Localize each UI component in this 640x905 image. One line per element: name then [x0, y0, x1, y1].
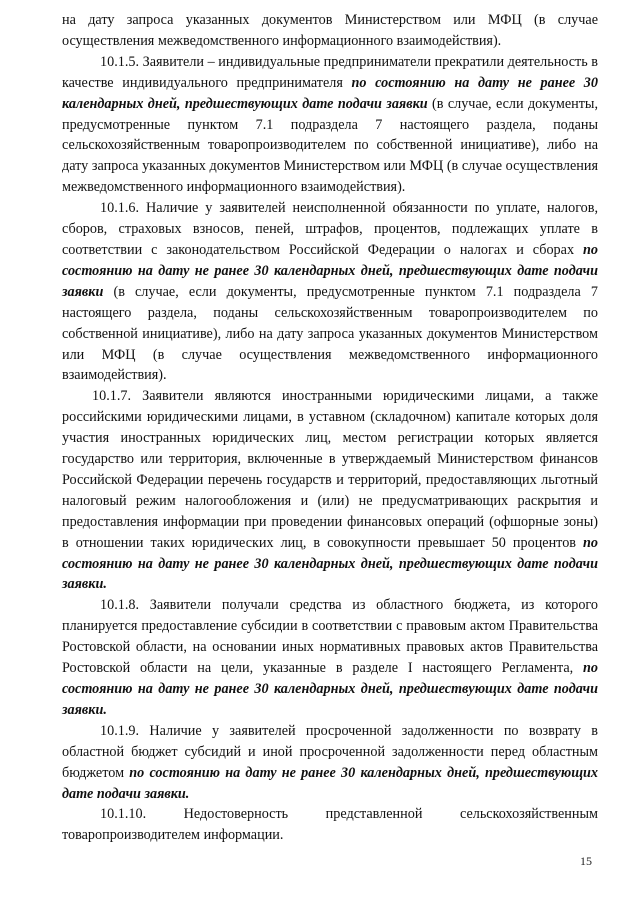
body-text: 10.1.7. Заявители являются иностранными юридическими лицами, а также российскими юридическими лицами, в уставном (складочном) капитале которых доля участия иностранных юридических лиц, местом регистрации которых является государство или территория, включенные в утверждаемый Министерством финансов Российской Федерации перечень государств и территорий, предоставляющих льготный налоговый режим налогообложения и (или) не предусматривающих раскрытия и предоставления информации при проведении финансовых операций (офшорные зоны) в отношении таких юридических лиц, в совокупности превышает 50 процентов	[62, 388, 598, 551]
emphasized-text: по состоянию на дату не ранее 30 календарных дней, предшествующих дате подачи заявки.	[62, 534, 598, 593]
paragraph-p6	[62, 804, 598, 846]
paragraph-p3	[62, 386, 598, 595]
body-text: (в случае, если документы, предусмотренные пунктом 7.1 подраздела 7 настоящего раздела, поданы сельскохозяйственным товаропроизводителем по собственной инициативе), либо на дату запроса указанных документов Министерством или МФЦ (в случае осуществления межведомственного информационного взаимодействия).	[62, 283, 598, 384]
paragraph-p5	[62, 721, 598, 805]
emphasized-text: по состоянию на дату не ранее 30 календарных дней, предшествующих дате подачи заявки.	[62, 764, 599, 802]
page-number: 15	[580, 854, 592, 868]
body-text: 10.1.6. Наличие у заявителей неисполненной обязанности по уплате, налогов, сборов, страховых взносов, пеней, штрафов, процентов, подлежащих уплате в соответствии с законодательством Российской Федерации о налогах и сборах	[62, 200, 598, 258]
body-text: 10.1.9. Наличие у заявителей просроченной задолженности по возврату в областной бюджет субсидий и иной просроченной задолженности перед областным бюджетом	[62, 722, 598, 781]
body-text: (в случае, если документы, предусмотренные пунктом 7.1 подраздела 7 настоящего раздела, поданы сельскохозяйственным товаропроизводителем по собственной инициативе), либо на дату запроса указанных документов Министерством или МФЦ (в случае осуществления межведомственного информационного взаимодействия).	[62, 95, 598, 196]
emphasized-text: по состоянию на дату не ранее 30 календарных дней, предшествующих дате подачи заявки	[62, 74, 598, 112]
emphasized-text: по состоянию на дату не ранее 30 календарных дней, предшествующих дате подачи заявки.	[62, 660, 598, 718]
body-text: 10.1.5. Заявители – индивидуальные предприниматели прекратили деятельность в качестве индивидуального предпринимателя	[62, 53, 598, 91]
paragraph-p4	[62, 595, 598, 720]
emphasized-text: по состоянию на дату не ранее 30 календарных дней, предшествующих дате подачи заявки	[62, 241, 598, 300]
body-text: 10.1.8. Заявители получали средства из областного бюджета, из которого планируется предоставление субсидии в соответствии с правовым актом Правительства Ростовской области, на основании иных нормативных правовых актов Правительства Ростовской области на цели, указанные в разделе I настоящего Регламента,	[62, 597, 598, 677]
paragraph-p1	[62, 52, 598, 198]
body-text: 10.1.10. Недостоверность представленной сельскохозяйственным товаропроизводителем информации.	[62, 806, 598, 844]
body-text: на дату запроса указанных документов Министерством или МФЦ (в случае осуществления межведомственного информационного взаимодействия).	[62, 12, 598, 49]
paragraph-p2	[62, 198, 598, 386]
page-body-text	[62, 10, 598, 846]
paragraph-p0	[62, 10, 598, 52]
